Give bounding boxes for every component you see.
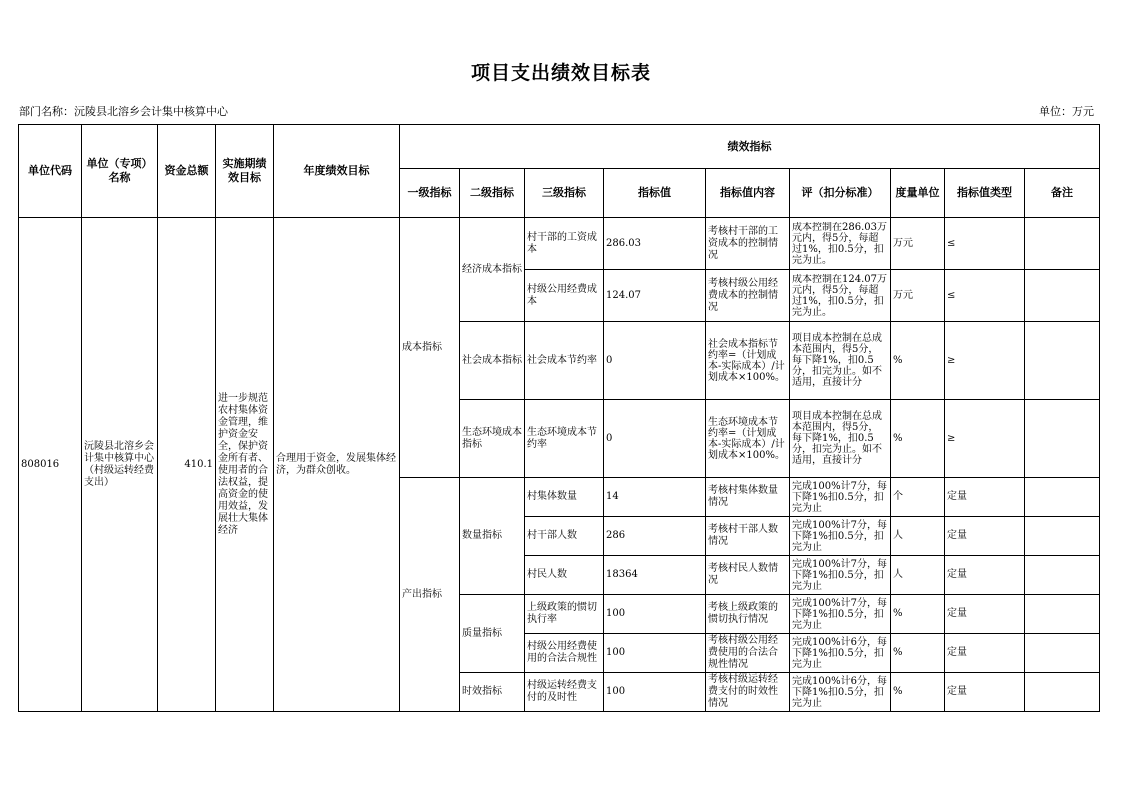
level3-cell: 村级运转经费支付的及时性 — [525, 673, 604, 712]
score-text: 成本控制在286.03万元内，得5分，每超过1%，扣0.5分，扣完为止。 — [792, 221, 887, 266]
currency-unit: 单位：万元 — [1039, 105, 1094, 118]
note-cell — [1025, 270, 1100, 322]
score-text: 成本控制在124.07万元内，得5分，每超过1%，扣0.5分，扣完为止。 — [792, 273, 887, 318]
score-cell: 项目成本控制在总成本范围内，得5分，每下降1%，扣0.5分，扣完为止。如不适用，直接计分 — [790, 322, 891, 400]
unit-code-cell: 808016 — [19, 218, 82, 712]
period-goal-cell: 进一步规范农村集体资金管理，维护资金安全，保护资金所有者、使用者的合法权益，提高资金的使用效益，发展壮大集体经济 — [216, 218, 274, 712]
type-cell: ≥ — [945, 400, 1025, 478]
value-cell: 100 — [604, 634, 706, 673]
level2-quantity-cell: 数量指标 — [460, 478, 525, 595]
level1-output-cell: 产出指标 — [400, 478, 460, 712]
note-cell — [1025, 322, 1100, 400]
note-cell — [1025, 478, 1100, 517]
type-cell: 定量 — [945, 673, 1025, 712]
content-cell: 社会成本指标节约率=（计划成本-实际成本）/计划成本×100%。 — [706, 322, 790, 400]
header-period-goal: 实施期绩效目标 — [216, 125, 274, 218]
measure-cell: 人 — [891, 517, 945, 556]
measure-cell: 万元 — [891, 218, 945, 270]
note-cell — [1025, 595, 1100, 634]
note-cell — [1025, 400, 1100, 478]
score-cell: 项目成本控制在总成本范围内，得5分，每下降1%，扣0.5分，扣完为止。如不适用，直接计分 — [790, 400, 891, 478]
fund-total-cell: 410.1 — [158, 218, 216, 712]
score-cell: 完成100%计7分，每下降1%扣0.5分，扣完为止 — [790, 556, 891, 595]
table-row — [19, 218, 1100, 270]
measure-cell: % — [891, 322, 945, 400]
value-cell: 286.03 — [604, 218, 706, 270]
type-cell: ≤ — [945, 270, 1025, 322]
level2-quality-cell: 质量指标 — [460, 595, 525, 673]
content-cell: 考核村级运转经费支付的时效性情况 — [706, 673, 790, 712]
score-cell — [790, 270, 891, 322]
content-cell: 考核村干部的工资成本的控制情况 — [706, 218, 790, 270]
header-level2: 二级指标 — [460, 169, 525, 218]
note-cell — [1025, 556, 1100, 595]
header-unit-code: 单位代码 — [19, 125, 82, 218]
content-cell: 考核村集体数量情况 — [706, 478, 790, 517]
type-cell: 定量 — [945, 595, 1025, 634]
header-note: 备注 — [1025, 169, 1100, 218]
annual-goal-cell: 合理用于资金，发展集体经济，为群众创收。 — [274, 218, 400, 712]
level1-cost-cell: 成本指标 — [400, 218, 460, 478]
value-cell: 0 — [604, 322, 706, 400]
value-cell: 286 — [604, 517, 706, 556]
level3-cell: 生态环境成本节约率 — [525, 400, 604, 478]
level2-eco-cell: 生态环境成本指标 — [460, 400, 525, 478]
type-cell: 定量 — [945, 634, 1025, 673]
header-annual-goal: 年度绩效目标 — [274, 125, 400, 218]
type-cell: ≥ — [945, 322, 1025, 400]
type-cell: 定量 — [945, 517, 1025, 556]
measure-cell: % — [891, 673, 945, 712]
value-cell: 100 — [604, 595, 706, 634]
level2-econ-cell: 经济成本指标 — [460, 218, 525, 322]
measure-cell: 个 — [891, 478, 945, 517]
content-cell: 考核村级公用经费使用的合法合规性情况 — [706, 634, 790, 673]
level2-time-cell: 时效指标 — [460, 673, 525, 712]
value-cell: 18364 — [604, 556, 706, 595]
content-cell: 考核村干部人数情况 — [706, 517, 790, 556]
level3-cell: 村级公用经费成本 — [525, 270, 604, 322]
score-cell: 完成100%计6分，每下降1%扣0.5分，扣完为止 — [790, 673, 891, 712]
measure-cell: % — [891, 595, 945, 634]
value-cell: 14 — [604, 478, 706, 517]
content-cell: 考核村民人数情况 — [706, 556, 790, 595]
type-cell: ≤ — [945, 218, 1025, 270]
header-value: 指标值 — [604, 169, 706, 218]
header-fund-total: 资金总额 — [158, 125, 216, 218]
type-cell: 定量 — [945, 478, 1025, 517]
unit-name-cell: 沅陵县北溶乡会计集中核算中心（村级运转经费支出） — [82, 218, 158, 712]
level3-cell: 社会成本节约率 — [525, 322, 604, 400]
measure-cell: % — [891, 634, 945, 673]
level3-cell: 村级公用经费使用的合法合规性 — [525, 634, 604, 673]
value-cell: 124.07 — [604, 270, 706, 322]
level3-cell: 上级政策的惯切执行率 — [525, 595, 604, 634]
measure-cell: % — [891, 400, 945, 478]
measure-cell: 万元 — [891, 270, 945, 322]
note-cell — [1025, 634, 1100, 673]
page-title: 项目支出绩效目标表 — [470, 62, 651, 84]
note-cell — [1025, 218, 1100, 270]
score-cell: 完成100%计7分，每下降1%扣0.5分，扣完为止 — [790, 517, 891, 556]
level3-cell: 村集体数量 — [525, 478, 604, 517]
content-cell: 考核村级公用经费成本的控制情况 — [706, 270, 790, 322]
header-level3: 三级指标 — [525, 169, 604, 218]
header-measure: 度量单位 — [891, 169, 945, 218]
measure-cell: 人 — [891, 556, 945, 595]
level3-cell: 村干部的工资成本 — [525, 218, 604, 270]
header-content: 指标值内容 — [706, 169, 790, 218]
score-cell: 完成100%计6分，每下降1%扣0.5分，扣完为止 — [790, 634, 891, 673]
score-cell: 完成100%计7分，每下降1%扣0.5分，扣完为止 — [790, 595, 891, 634]
performance-target-table — [18, 124, 1100, 712]
score-cell — [790, 218, 891, 270]
score-cell: 完成100%计7分，每下降1%扣0.5分，扣完为止 — [790, 478, 891, 517]
header-score: 评（扣分标准） — [790, 169, 891, 218]
header-performance-indicators: 绩效指标 — [400, 125, 1100, 169]
value-cell: 0 — [604, 400, 706, 478]
header-unit-name: 单位（专项）名称 — [82, 125, 158, 218]
level3-cell: 村民人数 — [525, 556, 604, 595]
content-cell: 生态环境成本节约率=（计划成本-实际成本）/计划成本×100%。 — [706, 400, 790, 478]
note-cell — [1025, 517, 1100, 556]
value-cell: 100 — [604, 673, 706, 712]
content-cell: 考核上级政策的惯切执行情况 — [706, 595, 790, 634]
type-cell: 定量 — [945, 556, 1025, 595]
level3-cell: 村干部人数 — [525, 517, 604, 556]
header-level1: 一级指标 — [400, 169, 460, 218]
department-name: 部门名称：沅陵县北溶乡会计集中核算中心 — [19, 105, 228, 118]
level2-social-cell: 社会成本指标 — [460, 322, 525, 400]
header-type: 指标值类型 — [945, 169, 1025, 218]
note-cell — [1025, 673, 1100, 712]
